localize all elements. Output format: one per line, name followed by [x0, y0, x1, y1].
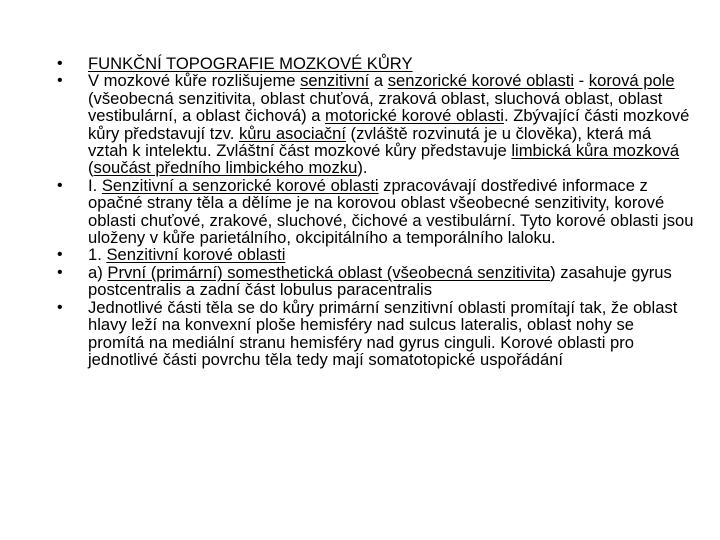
- bullet-item: [54, 246, 694, 263]
- text-segment: motorické korové oblasti: [325, 106, 504, 126]
- text-segment: ) zasahuje gyrus postcentralis a zadní část lobulus paracentralis: [88, 262, 672, 300]
- text-segment: senzorické korové oblasti: [387, 71, 575, 91]
- bullet-item: [54, 264, 694, 299]
- bullet-item: [54, 55, 694, 72]
- text-segment: zpracovávají dostředivé informace z opačné strany těla a dělíme je na korovou oblast všeobecné senzitivity, korové oblasti chuťové, zrakové, sluchové, čichové a vestibulární. Tyto korové oblasti jsou uloženy v kůře parietálního, okcipitálního a temporálního laloku.: [88, 175, 694, 248]
- bullet-item: [54, 72, 694, 176]
- text-segment: FUNKČNÍ TOPOGRAFIE MOZKOVÉ KŮRY: [88, 54, 413, 73]
- bullet-item: [54, 177, 694, 247]
- bullet-item: [54, 299, 694, 369]
- text-segment: Jednotlivé části těla se do kůry primární senzitivní oblasti promítají tak, že oblast hlavy leží na konvexní ploše hemisféry nad sulcus lateralis, oblast nohy se promítá na mediální stranu hemisféry nad gyrus cinguli. Korové oblasti pro jednotlivé části povrchu těla tedy mají somatotopické uspořádání: [88, 297, 678, 369]
- text-segment: V mozkové kůře rozlišujeme: [88, 71, 301, 91]
- text-segment: a): [88, 262, 108, 282]
- text-segment: a: [369, 71, 388, 91]
- bullet-list: [54, 55, 694, 368]
- text-segment: kůru asociační: [238, 123, 346, 143]
- text-segment: korová pole: [588, 71, 675, 91]
- text-segment: limbická kůra mozková: [511, 141, 680, 161]
- text-segment: 1.: [88, 245, 107, 265]
- text-segment: -: [574, 71, 589, 91]
- text-segment: Senzitivní korové oblasti: [106, 245, 286, 265]
- text-segment: součást předního limbického mozku: [93, 158, 358, 178]
- text-segment: I.: [88, 175, 102, 195]
- text-segment: Senzitivní a senzorické korové oblasti: [101, 175, 379, 195]
- text-segment: ).: [357, 158, 368, 178]
- text-segment: . Zbývající části mozkové kůry představují tzv.: [88, 106, 690, 143]
- text-segment: (všeobecná senzitivita, oblast chuťová, zraková oblast, sluchová oblast, oblast vestibulární, a oblast čichová) a: [88, 88, 663, 126]
- text-segment: (zvláště rozvinutá je u člověka), která má vztah k intelektu. Zvláštní část mozkové kůry představuje: [88, 123, 652, 161]
- text-segment: senzitivní: [300, 71, 370, 91]
- text-segment: První (primární) somesthetická oblast (všeobecná senzitivita: [107, 262, 551, 282]
- text-segment: (: [88, 158, 94, 178]
